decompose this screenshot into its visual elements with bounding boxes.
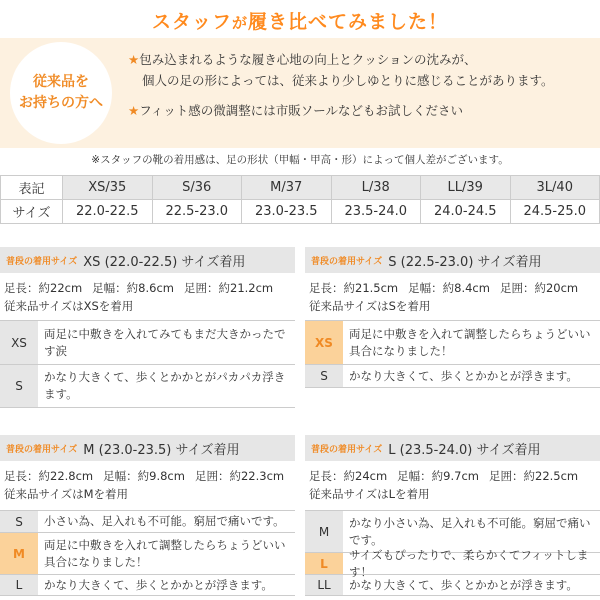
foot-measures [0,461,295,503]
usual-size-badge: 普段の着用サイズ [6,256,78,267]
foot-measures [305,461,600,503]
size-label-cell: M/37 [242,176,332,200]
fit-row-text: かなり大きくて、歩くとかかとが浮きます。 [349,368,578,383]
size-label-cell: 3L/40 [510,176,600,200]
foot-girth: 足囲：約20cm [499,281,579,295]
fit-row-size: LL [305,575,343,595]
usual-size-badge: 普段の着用サイズ [6,444,78,455]
card-title: M (23.0-23.5) サイズ着用 [83,442,240,458]
fit-row [305,364,600,388]
card-title: S (22.5-23.0) サイズ着用 [388,254,542,270]
fit-row-size: S [305,365,343,387]
fit-row [305,547,600,579]
star-icon: ★ [128,52,140,67]
notice-banner [0,38,600,148]
notice-text [128,49,593,121]
notice-line3-text: フィット感の微調整には市販ソールなどもお試しください [139,103,463,118]
card-header [305,435,600,461]
usual-size: 従来品サイズはXSを着用 [4,299,134,313]
fit-rows [0,510,295,596]
page-title [0,0,600,38]
fit-row [0,320,295,364]
fit-row-size: M [305,511,343,552]
fit-row-text: かなり大きくて、歩くとかかとがパカパカ浮きます。 [44,370,286,401]
card-title: XS (22.0-22.5) サイズ着用 [83,254,246,270]
foot-width: 足幅：約8.6cm [92,281,174,295]
fit-row [0,510,295,532]
fit-row-text: 両足に中敷きを入れて調整したらちょうどいい具合になりました！ [44,537,286,569]
foot-girth: 足囲：約21.2cm [184,281,274,295]
size-label-cell: LL/39 [421,176,511,200]
size-range-cell: 24.5-25.0 [510,200,600,224]
usual-size: 従来品サイズはLを着用 [309,487,430,501]
fit-row-size: M [0,533,38,574]
fit-row-text: 小さい為、足入れも不可能。窮屈で痛いです。 [44,514,285,528]
card-header [0,435,295,461]
fit-row [0,364,295,408]
usual-size: 従来品サイズはSを着用 [309,299,431,313]
size-range-cell: 23.5-24.0 [331,200,421,224]
fit-row-size: S [0,511,38,532]
card-header [305,247,600,273]
size-table-range-row [1,200,600,224]
fit-row-text: サイズもぴったりで、柔らかくてフィットします！ [349,547,589,579]
fit-row-text: かなり大きくて、歩くとかかとが浮きます。 [44,577,273,592]
title-part3: 履き比べてみました！ [248,11,449,33]
foot-length: 足長：約24cm [309,469,388,483]
fit-row [305,574,600,596]
fit-row-text: 両足に中敷きを入れて調整したらちょうどいい具合になりました！ [349,326,591,358]
fit-rows [0,320,295,408]
fit-row-size: XS [305,321,343,364]
foot-width: 足幅：約8.4cm [408,281,490,295]
size-label-cell: XS/35 [63,176,153,200]
usual-size: 従来品サイズはMを着用 [4,487,129,501]
size-range-cell: 22.0-22.5 [63,200,153,224]
card-title: L (23.5-24.0) サイズ着用 [388,442,541,458]
title-part1: スタッフ [151,11,232,33]
star-icon: ★ [128,103,140,118]
fit-rows [305,320,600,388]
title-part2: が [231,14,248,32]
foot-width: 足幅：約9.7cm [397,469,479,483]
fit-row-size: L [305,553,343,574]
size-label-cell: S/36 [152,176,242,200]
size-table-row-label: サイズ [1,200,63,224]
fit-row [0,532,295,574]
fit-note: ※スタッフの靴の着用感は、足の形状（甲幅・甲高・形）によって個人差がございます。 [91,154,509,166]
size-range-cell: 24.0-24.5 [421,200,511,224]
foot-length: 足長：約21.5cm [309,281,399,295]
size-table-header-row [1,176,600,200]
fit-row-text: かなり小さい為、足入れも不可能。窮屈で痛いです。 [349,515,591,547]
notice-line1 [128,49,593,70]
foot-measures [305,273,600,315]
notice-line2: 個人の足の形によっては、従来より少しゆとりに感じることがあります。 [142,73,554,88]
size-label-cell: L/38 [331,176,421,200]
foot-length: 足長：約22cm [4,281,83,295]
size-table [0,175,600,224]
fit-row-size: XS [0,321,38,364]
fit-rows [305,510,600,596]
card-header [0,247,295,273]
notice-circle-line2: お持ちの方へ [19,95,103,111]
foot-girth: 足囲：約22.5cm [489,469,579,483]
staff-card-l [305,435,600,592]
fit-row [0,574,295,596]
size-range-cell: 23.0-23.5 [242,200,332,224]
fit-row [305,320,600,364]
size-table-header-label: 表記 [1,176,63,200]
fit-row-size: S [0,365,38,407]
staff-card-m [0,435,295,592]
staff-card-xs [0,247,295,401]
foot-girth: 足囲：約22.3cm [194,469,285,483]
fit-row-size: L [0,575,38,595]
size-range-cell: 22.5-23.0 [152,200,242,224]
foot-width: 足幅：約9.8cm [103,469,185,483]
notice-line1-text: 包み込まれるような履き心地の向上とクッションの沈みが、 [139,52,477,67]
notice-circle [10,42,112,144]
foot-length: 足長：約22.8cm [4,469,94,483]
usual-size-badge: 普段の着用サイズ [311,444,383,455]
notice-line3 [128,100,593,121]
usual-size-badge: 普段の着用サイズ [311,256,383,267]
fit-row-text: 両足に中敷きを入れてみてもまだ大きかったです涙 [44,326,286,358]
fit-row-text: かなり大きくて、歩くとかかとが浮きます。 [349,577,578,592]
notice-circle-line1: 従来品を [33,74,89,90]
foot-measures [0,273,295,315]
staff-card-s [305,247,600,383]
